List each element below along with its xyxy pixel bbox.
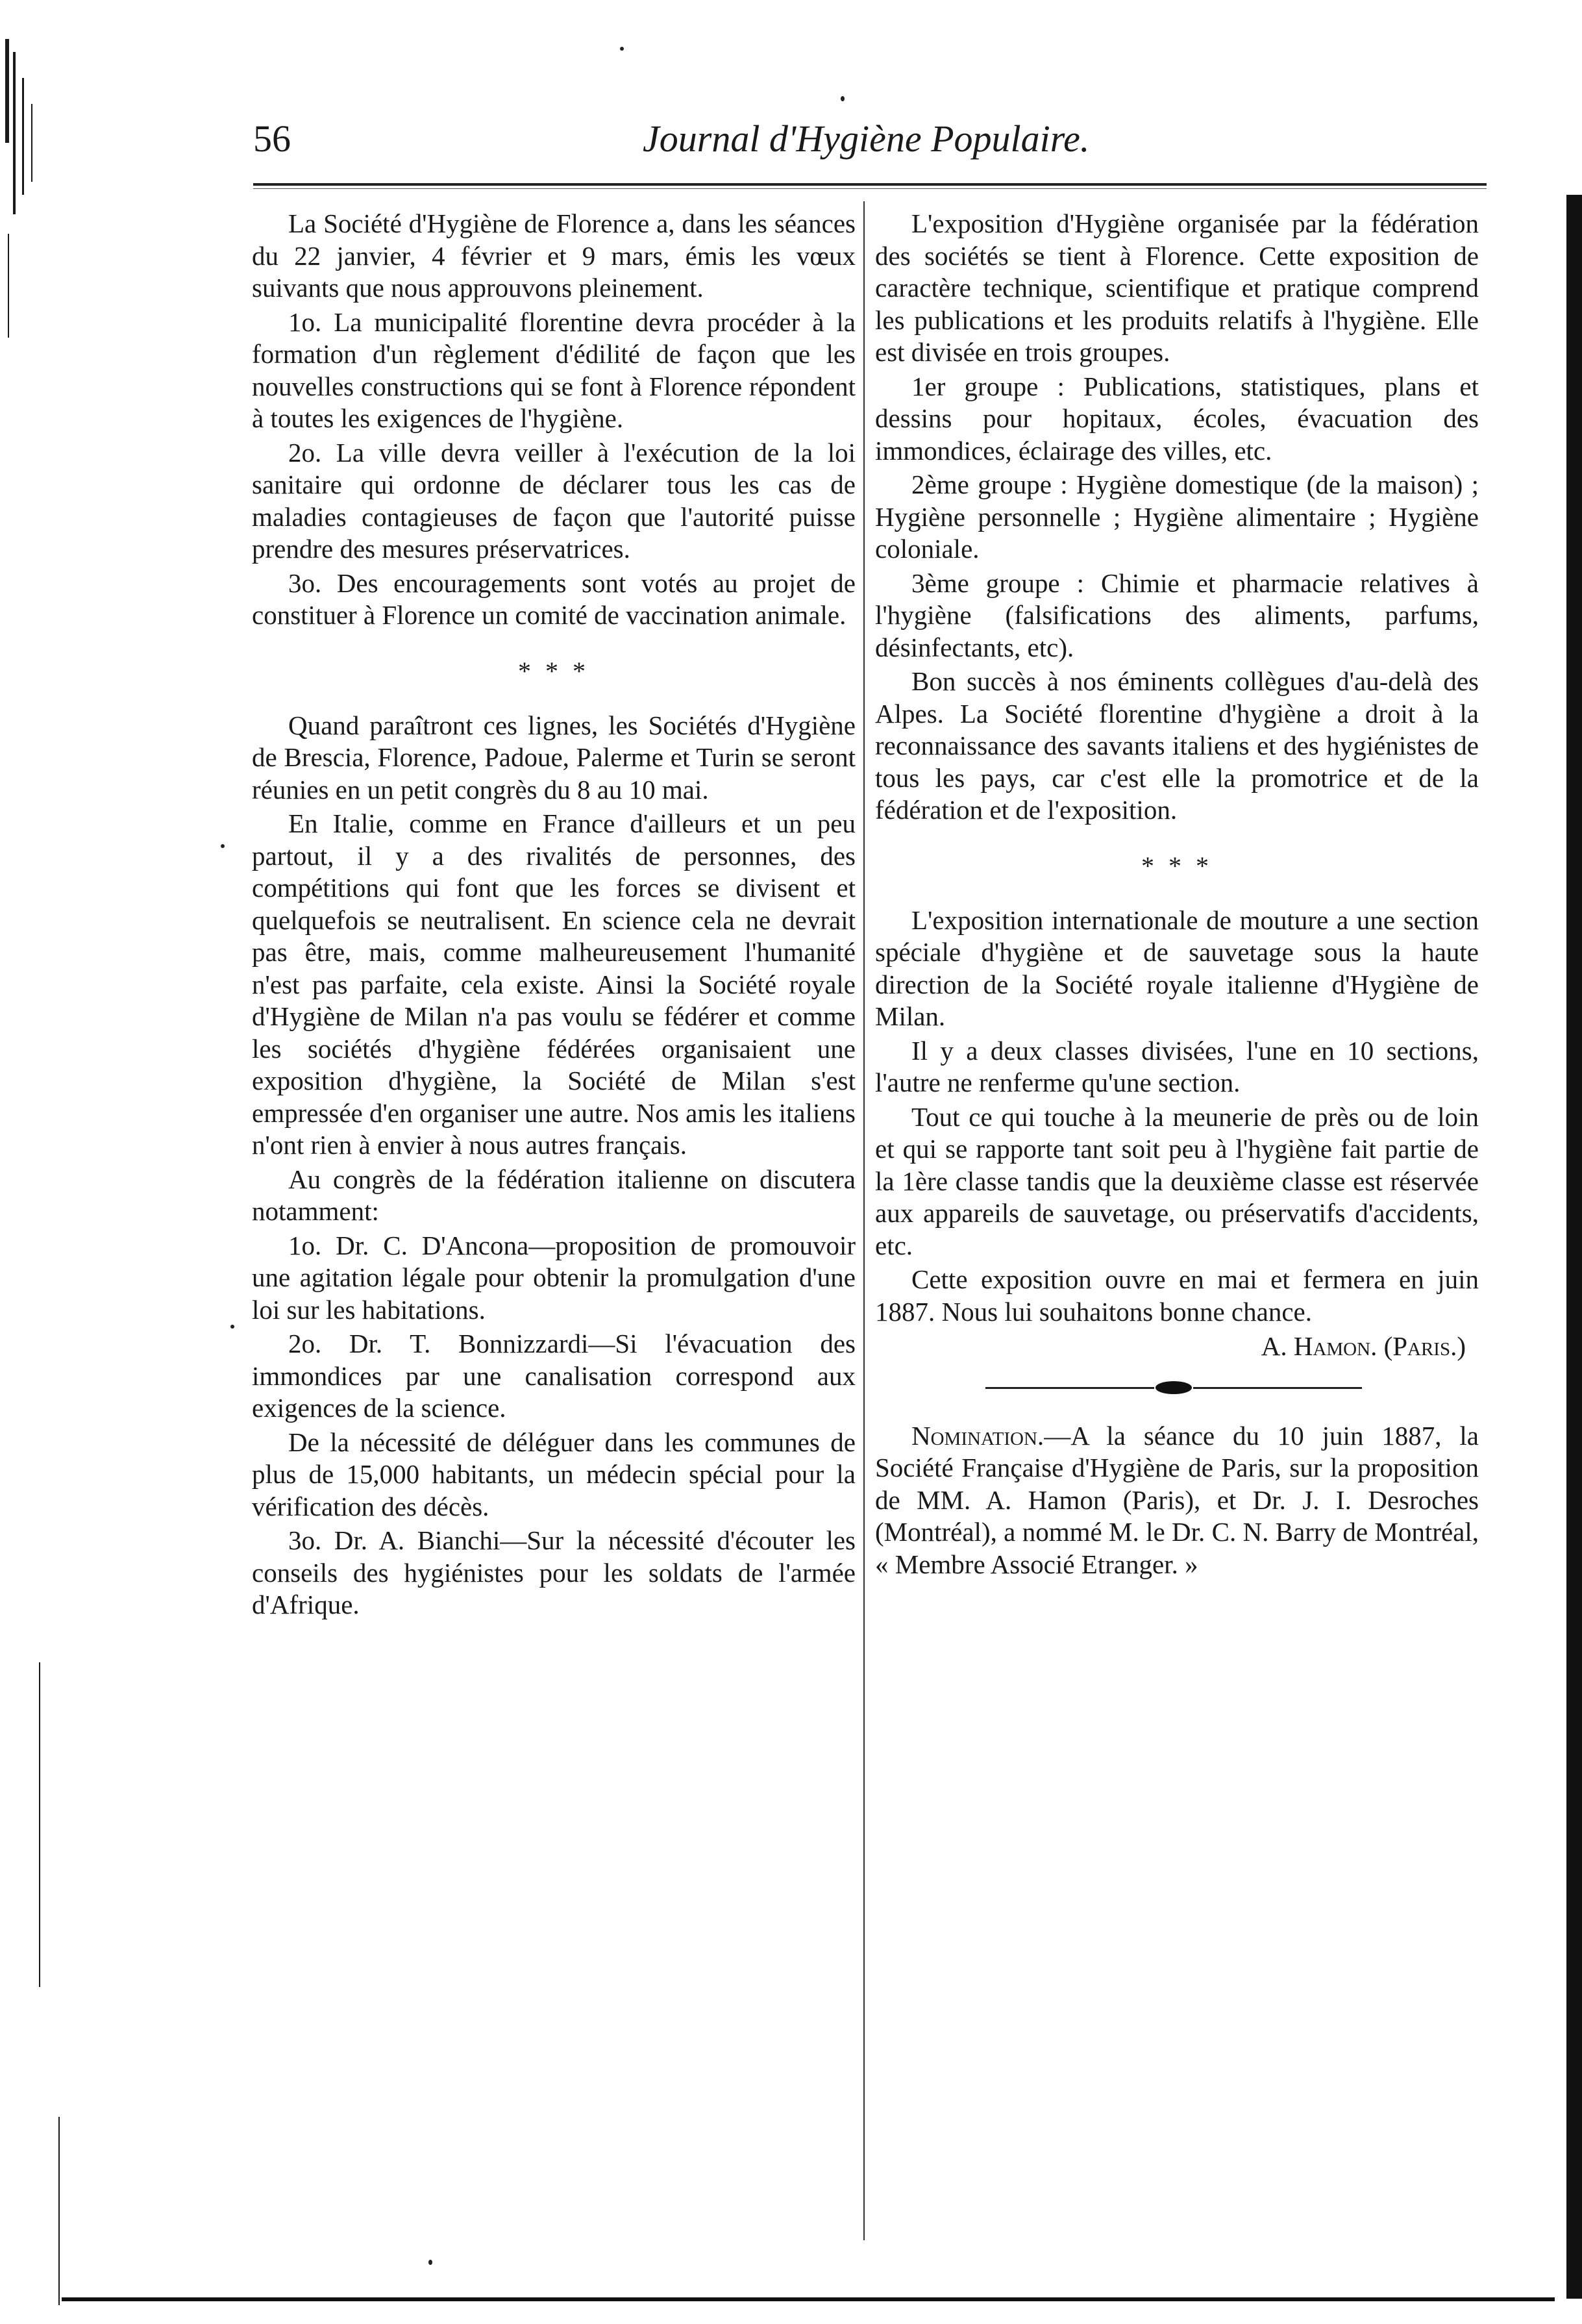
page-header (253, 117, 1487, 169)
paragraph: 2o. La ville devra veiller à l'exécution de la loi sanitaire qui ordonne de déclarer tous les cas de maladies contagieuses de façon que l'autorité puisse prendre des mesures préservatrices. (252, 437, 856, 564)
section-separator-stars: * * * (518, 656, 589, 686)
running-title: Journal d'Hygiène Populaire. (643, 118, 1090, 160)
ornament-dot (1156, 1381, 1192, 1394)
column-divider (863, 201, 865, 2240)
scan-speck (230, 1325, 234, 1329)
paragraph: 2ème groupe : Hygiène domestique (de la maison) ; Hygiène personnelle ; Hygiène alimentaire ; Hygiène coloniale. (875, 469, 1479, 564)
paragraph: Quand paraîtront ces lignes, les Sociétés d'Hygiène de Brescia, Florence, Padoue, Palerme et Turin se seront réunies en un petit congrès du 8 au 10 mai. (252, 710, 856, 805)
paragraph: 1er groupe : Publications, statistiques, plans et dessins pour hopitaux, écoles, évacuation des immondices, éclairage des villes, etc. (875, 371, 1479, 466)
paragraph: La Société d'Hygiène de Florence a, dans les séances du 22 janvier, 4 février et 9 mars, émis les vœux suivants que nous approuvons pleinement. (252, 208, 856, 303)
scan-speck (620, 47, 624, 51)
nomination-paragraph (875, 1420, 1479, 1581)
nomination-text: —A la séance du 10 juin 1887, la Société Française d'Hygiène de Paris, sur la proposition de MM. A. Hamon (Paris), et Dr. J. I. Desroches (Montréal), a nommé M. le Dr. C. N. Barry de Montréal, « Membre Associé Etranger. » (875, 1420, 1479, 1579)
header-rule (253, 183, 1487, 186)
paragraph: Cette exposition ouvre en mai et fermera en juin 1887. Nous lui souhaitons bonne chance. (875, 1264, 1479, 1327)
section-separator-stars: * * * (1141, 851, 1213, 881)
scan-speck (428, 2260, 432, 2265)
page-number: 56 (253, 118, 291, 160)
scan-edge-right (1566, 195, 1582, 2299)
paragraph: L'exposition d'Hygiène organisée par la fédération des sociétés se tient à Florence. Cette exposition de caractère technique, scientifique et pratique comprend les publications et les produits relatifs à l'hygiène. Elle est divisée en trois groupes. (875, 208, 1479, 367)
paragraph: 1o. La municipalité florentine devra procéder à la formation d'un règlement d'édilité de façon que les nouvelles constructions qui se font à Florence répondent à toutes les exigences de l'hygiène. (252, 306, 856, 433)
paragraph: 3o. Dr. A. Bianchi—Sur la nécessité d'écouter les conseils des hygiénistes pour les soldats de l'armée d'Afrique. (252, 1525, 856, 1619)
paragraph: 3o. Des encouragements sont votés au projet de constituer à Florence un comité de vaccination animale. (252, 568, 856, 630)
left-column (252, 208, 856, 1623)
scan-bottom-line (62, 2297, 1555, 2301)
paragraph: 3ème groupe : Chimie et pharmacie relatives à l'hygiène (falsifications des aliments, parfums, désinfectants, etc). (875, 568, 1479, 662)
scan-speck (221, 844, 225, 848)
paragraph: Au congrès de la fédération italienne on discutera notamment: (252, 1164, 856, 1226)
paragraph: De la nécessité de déléguer dans les communes de plus de 15,000 habitants, un médecin spécial pour la vérification des décès. (252, 1427, 856, 1521)
right-column (875, 208, 1479, 1582)
scan-edge-left (0, 39, 45, 2273)
ornament-line (985, 1387, 1154, 1389)
article-signature: A. Hamon. (Paris.) (1261, 1331, 1466, 1361)
paragraph: En Italie, comme en France d'ailleurs et un peu partout, il y a des rivalités de personnes, des compétitions qui font que les forces se divisent et quelquefois se neutralisent. En science cela ne devrait pas être, mais, comme malheureusement l'humanité n'est pas parfaite, cela existe. Ainsi la Société royale d'Hygiène de Milan n'a pas voulu se fédérer et comme les sociétés d'hygiène fédérées organisaient une exposition d'hygiène, la Société de Milan s'est empressée d'en organiser une autre. Nos amis les italiens n'ont rien à envier à nous autres français. (252, 808, 856, 1160)
header-rule-thin (253, 188, 1487, 189)
paragraph: 2o. Dr. T. Bonnizzardi—Si l'évacuation des immondices par une canalisation correspond aux exigences de la science. (252, 1329, 856, 1423)
paragraph: L'exposition internationale de mouture a une section spéciale d'hygiène et de sauvetage sous la haute direction de la Société royale italienne d'Hygiène de Milan. (875, 905, 1479, 1031)
paragraph: Tout ce qui touche à la meunerie de près ou de loin et qui se rapporte tant soit peu à l'hygiène fait partie de la 1ère classe tandis que la deuxième classe est réservée aux appareils de sauvetage, ou préservatifs d'accidents, etc. (875, 1101, 1479, 1260)
ornamental-rule (875, 1381, 1479, 1394)
paragraph: 1o. Dr. C. D'Ancona—proposition de promouvoir une agitation légale pour obtenir la promulgation d'une loi sur les habitations. (252, 1230, 856, 1325)
scan-speck (841, 96, 845, 101)
nomination-label: Nomination. (911, 1420, 1044, 1451)
ornament-line (1193, 1387, 1362, 1389)
paragraph: Bon succès à nos éminents collègues d'au-delà des Alpes. La Société florentine d'hygiène a droit à la reconnaissance des savants italiens et des hygiénistes de tous les pays, car c'est elle la promotrice et de la fédération et de l'exposition. (875, 666, 1479, 825)
paragraph: Il y a deux classes divisées, l'une en 10 sections, l'autre ne renferme qu'une section. (875, 1035, 1479, 1097)
